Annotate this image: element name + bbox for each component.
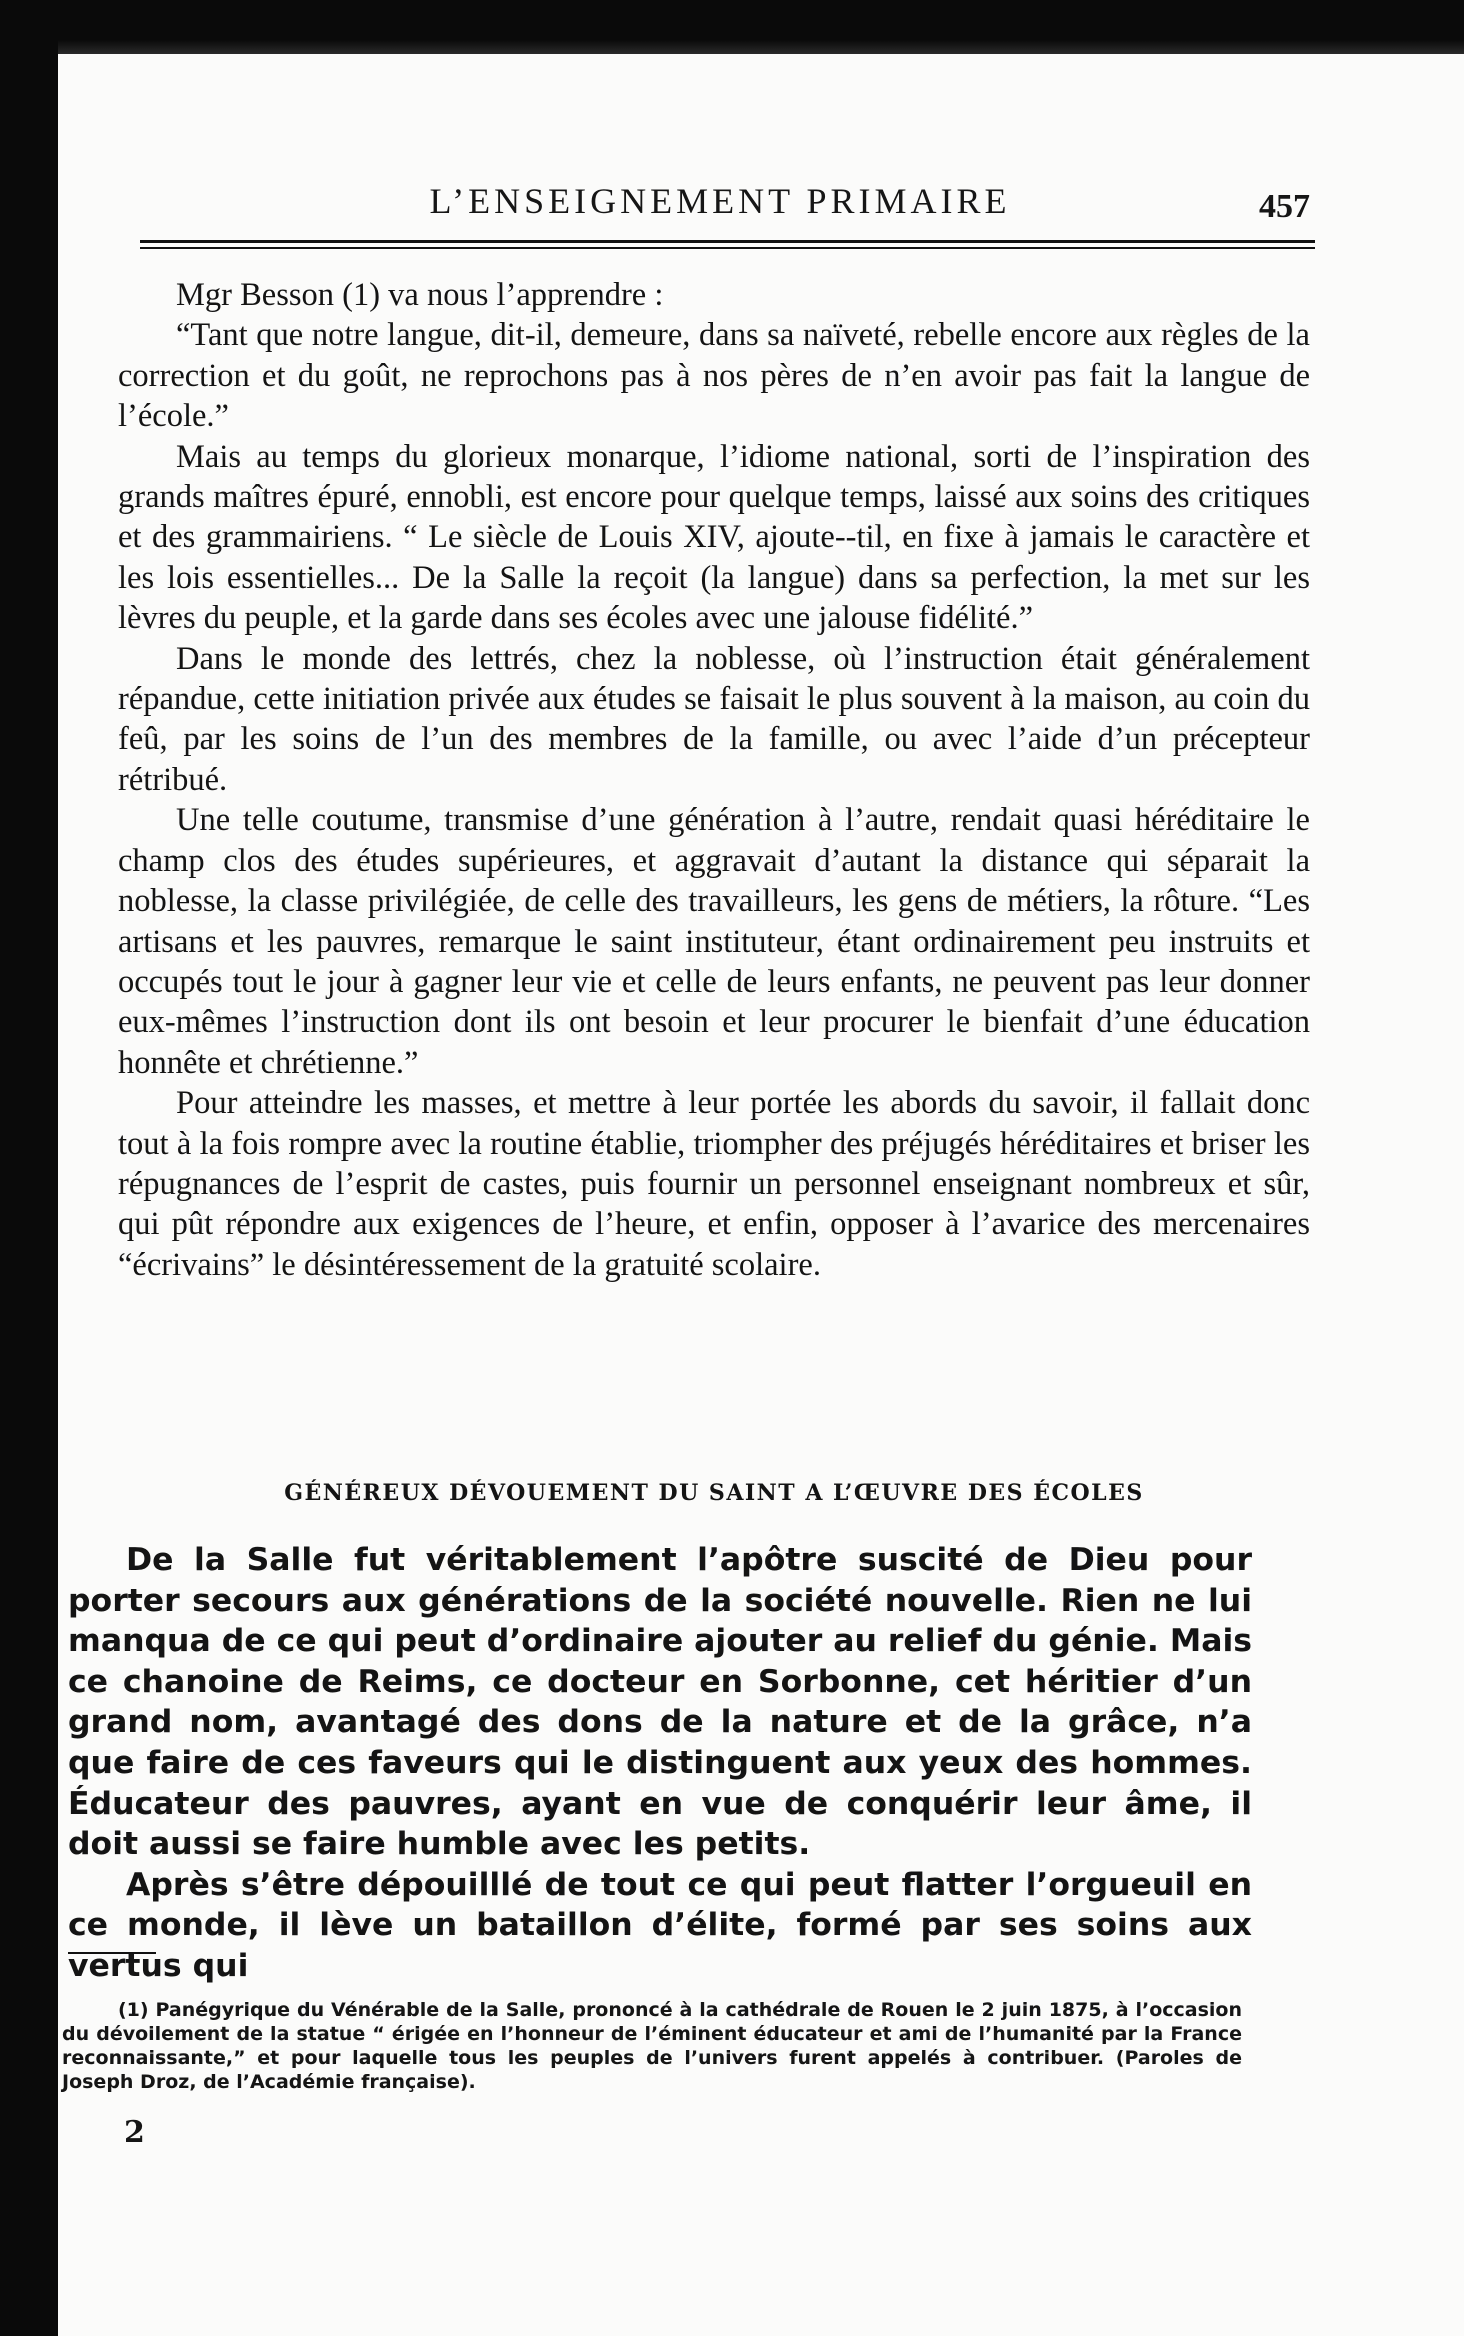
paragraph: Une telle coutume, transmise d’une génération à l’autre, rendait quasi héréditaire le champ clos des études supérieures, et aggravait d’autant la distance qui séparait la noblesse, la classe privilégiée, de celle des travailleurs, les gens de métiers, la rôture. “Les artisans et les pauvres, remarque le saint instituteur, étant ordinairement peu instruits et occupés tout le jour à gagner leur vie et celle de leurs enfants, ne peuvent pas leur donner eux-mêmes l’instruction dont ils ont besoin et leur procurer le bienfait d’une éducation honnête et chrétienne.”: [118, 802, 1310, 1081]
paragraph: “Tant que notre langue, dit-il, demeure, dans sa naïveté, rebelle encore aux règles de la correction et du goût, ne reprochons pas à nos pères de n’en avoir pas fait la langue de l’école.”: [118, 317, 1310, 435]
section-heading: GÉNÉREUX DÉVOUEMENT DU SAINT A L’ŒUVRE DES ÉCOLES: [284, 1480, 1144, 1506]
header-double-rule: [140, 240, 1315, 249]
page-header: [130, 150, 1310, 230]
main-text: [118, 275, 1310, 1285]
paragraph: Après s’être dépouilllé de tout ce qui peut flatter l’orgueuil en ce monde, il lève un bataillon d’élite, formé par ses soins aux vertus qui: [68, 1866, 1252, 1984]
page-number: 457: [1259, 188, 1310, 225]
scan-border-left: [0, 0, 58, 2336]
footnote-text: (1) Panégyrique du Vénérable de la Salle, prononcé à la cathédrale de Rouen le 2 juin 1875, à l’occasion du dévoilement de la statue “ érigée en l’honneur de l’éminent éducateur et ami de l’humanité par la France reconnaissante,” et pour laquelle tous les peuples de l’univers furent appelés à contribuer. (Paroles de Joseph Droz, de l’Académie française).: [62, 1999, 1242, 2093]
footnote-rule: [68, 1952, 156, 1954]
signature-mark: 2: [124, 2115, 145, 2150]
paragraph: De la Salle fut véritablement l’apôtre suscité de Dieu pour porter secours aux générations de la société nouvelle. Rien ne lui manqua de ce qui peut d’ordinaire ajouter au relief du génie. Mais ce chanoine de Reims, ce docteur en Sorbonne, cet héritier d’un grand nom, avantagé des dons de la nature et de la grâce, n’a que faire de ces faveurs qui le distinguent aux yeux des hommes. Éducateur des pauvres, ayant en vue de conquérir leur âme, il doit aussi se faire humble avec les petits.: [68, 1542, 1252, 1863]
footnote: [62, 1998, 1242, 2094]
paragraph: Mgr Besson (1) va nous l’apprendre :: [176, 277, 664, 313]
paragraph: Dans le monde des lettrés, chez la noblesse, où l’instruction était généralement répandue, cette initiation privée aux études se faisait le plus souvent à la maison, au coin du feû, par les soins de l’un des membres de la famille, ou avec l’aide d’un précepteur rétribué.: [118, 640, 1310, 798]
paragraph: Mais au temps du glorieux monarque, l’idiome national, sorti de l’inspiration des grands maîtres épuré, ennobli, est encore pour quelque temps, laissé aux soins des critiques et des grammairiens. “ Le siècle de Louis XIV, ajoute--til, en fixe à jamais le caractère et les lois essentielles... De la Salle la reçoit (la langue) dans sa perfection, la met sur les lèvres du peuple, et la garde dans ses écoles avec une jalouse fidélité.”: [118, 438, 1310, 637]
paragraph: Pour atteindre les masses, et mettre à leur portée les abords du savoir, il fallait donc tout à la fois rompre avec la routine établie, triompher des préjugés héréditaires et briser les répugnances de l’esprit de castes, puis fournir un personnel enseignant nombreux et sûr, qui pût répondre aux exigences de l’heure, et enfin, opposer à l’avarice des mercenaires “écrivains” le désintéressement de la gratuité scolaire.: [118, 1085, 1310, 1283]
section-text: [68, 1540, 1252, 1987]
scan-border-top: [58, 0, 1464, 54]
running-title: L’ENSEIGNEMENT PRIMAIRE: [429, 181, 1011, 221]
